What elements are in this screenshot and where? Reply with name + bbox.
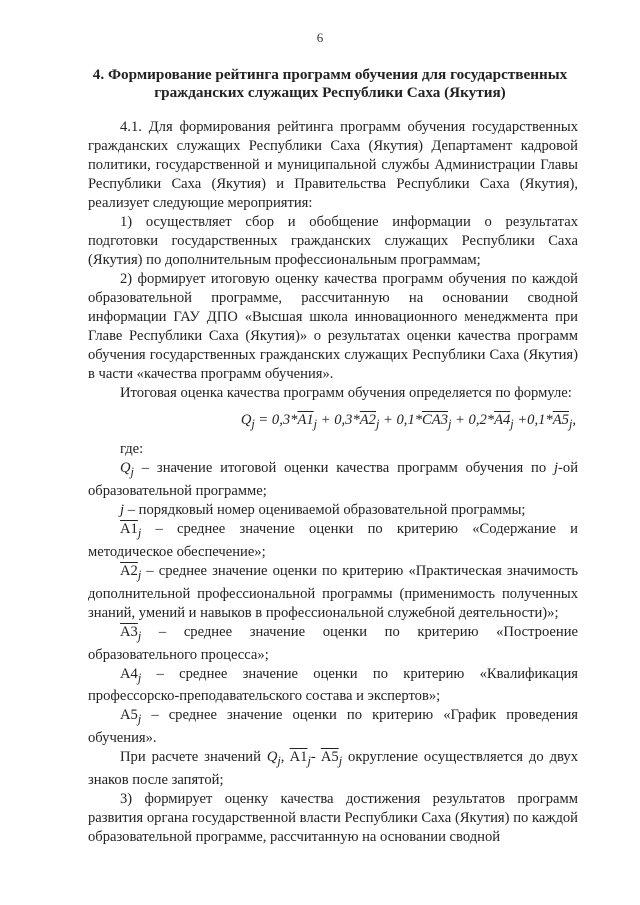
page-number: 6 — [316, 30, 324, 45]
definition-a1: $A1_j$ – среднее значение оценки по критерию «Содержание и методическое обеспечение»; — [88, 520, 578, 560]
paragraph-item-3: 3) формирует оценку качества достижения результатов программ развития органа государственной власти Республики Саха (Якутия) по каждой образовательной программе, рассчитанную на основании сводной — [88, 791, 578, 846]
quality-formula: $Q_j = 0,3*A1_j + 0,3*A2_j + 0,1*CA3_j + 0,2*A4_j +0,1*A5_j$, — [240, 412, 576, 431]
definition-a4: $A4_j$ – среднее значение оценки по критерию «Квалификация профессорско-преподавательского состава и экспертов»; — [88, 665, 578, 705]
section-heading: 4. Формирование рейтинга программ обучения для государственных гражданских служащих Республики Саха (Якутия) — [92, 66, 568, 101]
paragraph-intro: 4.1. Для формирования рейтинга программ обучения государственных гражданских служащих Республики Саха (Якутия) Департамент кадровой политики, государственной и муниципальной службы Администрации Главы Республики Саха (Якутия) и Правительства Республики Саха (Якутия), реализует следующие мероприятия: — [88, 119, 578, 211]
document-body — [88, 118, 578, 847]
paragraph-item-2: 2) формирует итоговую оценку качества программ обучения по каждой образовательной программе, рассчитанную на основании сводной информации ГАУ ДПО «Высшая школа инновационного менеджмента при Главе Республики Саха (Якутия)» о результатах оценки качества программ обучения государственных гражданских служащих Республики Саха (Якутия) в части «качества программ обучения». — [88, 271, 578, 382]
definition-q: $Q_j$ – значение итоговой оценки качества программ обучения по j-ой образовательной программе; — [88, 459, 578, 499]
definition-a3: $A3_j$ – среднее значение оценки по критерию «Построение образовательного процесса»; — [88, 623, 578, 663]
paragraph-formula-intro: Итоговая оценка качества программ обучения определяется по формуле: — [120, 385, 572, 401]
where-label: где: — [120, 440, 144, 457]
rounding-note: При расчете значений $Q_j$, $A1_j-$ $A5_j$ округление осуществляется до двух знаков после запятой; — [88, 749, 579, 789]
definition-a5: $A5_j$ – среднее значение оценки по критерию «График проведения обучения». — [88, 707, 578, 747]
paragraph-item-1: 1) осуществляет сбор и обобщение информации о результатах подготовки государственных гражданских служащих Республики Саха (Якутия) по дополнительным профессиональным программам; — [88, 214, 578, 268]
definition-a2: $A2_j$ – среднее значение оценки по критерию «Практическая значимость дополнительной профессиональной программы (применимость полученных знаний, умений и навыков в профессиональной служебной деятельности)»; — [88, 562, 578, 621]
definition-j: j – порядковый номер оцениваемой образовательной программы; — [120, 501, 526, 518]
